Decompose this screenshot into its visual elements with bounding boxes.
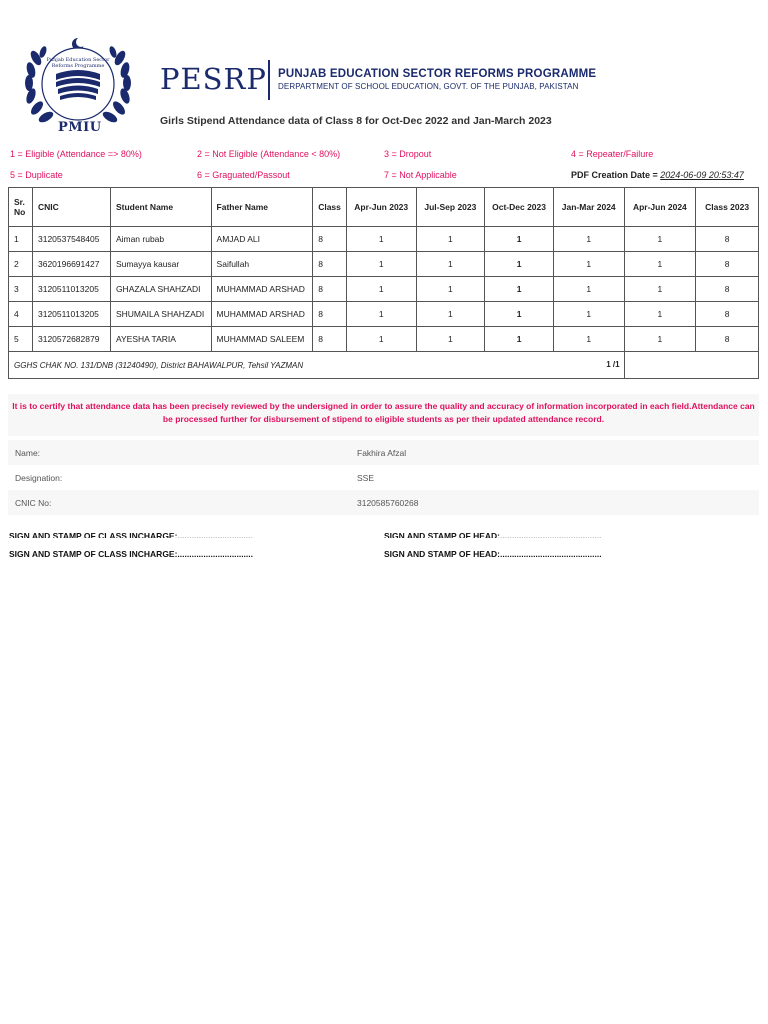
brand-full-name: PUNJAB EDUCATION SECTOR REFORMS PROGRAMME <box>278 68 597 80</box>
cell-apr-jun-2024: 1 <box>624 227 696 252</box>
cell-apr-jun-2024: 1 <box>624 252 696 277</box>
pmiu-acronym: PMIU <box>58 120 102 135</box>
cnic-label: CNIC No: <box>15 498 52 508</box>
cell-jul-sep-2023: 1 <box>416 252 485 277</box>
document-title: Girls Stipend Attendance data of Class 8 for Oct-Dec 2022 and Jan-March 2023 <box>160 115 552 127</box>
school-info <box>9 352 625 379</box>
designation-label: Designation: <box>15 473 63 483</box>
col-cnic: CNIC <box>32 188 110 227</box>
cell-oct-dec-2023: 1 <box>485 327 554 352</box>
col-class-2023: Class 2023 <box>696 188 759 227</box>
cell-student: Sumayya kausar <box>110 252 211 277</box>
cell-jan-mar-2024: 1 <box>553 227 624 252</box>
cell-jan-mar-2024: 1 <box>553 252 624 277</box>
school-name: GGHS CHAK NO. 131/DNB (31240490), District BAHAWALPUR, Tehsil YAZMAN <box>14 360 304 370</box>
legend-not-eligible: 2 = Not Eligible (Attendance < 80%) <box>197 149 341 159</box>
page-count: 1 /1 <box>606 360 620 369</box>
col-apr-jun-2024: Apr-Jun 2024 <box>624 188 696 227</box>
cell-class: 8 <box>313 277 347 302</box>
cell-apr-jun-2023: 1 <box>346 302 416 327</box>
info-cnic-row <box>8 490 759 515</box>
table-footer-row <box>9 352 759 379</box>
cell-sr: 5 <box>9 327 33 352</box>
cell-cnic: 3120572682879 <box>32 327 110 352</box>
cell-cnic: 3620196691427 <box>32 252 110 277</box>
cell-father: AMJAD ALI <box>211 227 313 252</box>
class-incharge-signature-ghost: SIGN AND STAMP OF CLASS INCHARGE:................................ <box>9 533 254 538</box>
table-row <box>9 302 759 327</box>
cell-student: AYESHA TARIA <box>110 327 211 352</box>
cell-sr: 1 <box>9 227 33 252</box>
cnic-value: 3120585760268 <box>357 498 419 508</box>
cell-jan-mar-2024: 1 <box>553 277 624 302</box>
brand-short: PESRP <box>160 62 267 96</box>
cell-student: SHUMAILA SHAHZADI <box>110 302 211 327</box>
certification-text: It is to certify that attendance data has been precisely reviewed by the undersigned in order to assure the quality and accuracy of information incorporated in each field.Attendance can be processed further for disbursement of stipend to eligible students as per their updated attendance record. <box>8 394 759 436</box>
footer-empty-cell <box>624 352 758 379</box>
cell-jul-sep-2023: 1 <box>416 277 485 302</box>
table-row <box>9 227 759 252</box>
table-header-row <box>9 188 759 227</box>
cell-oct-dec-2023: 1 <box>485 302 554 327</box>
class-incharge-signature: SIGN AND STAMP OF CLASS INCHARGE:................................ <box>9 549 254 559</box>
table-row <box>9 277 759 302</box>
cell-class-2023: 8 <box>696 252 759 277</box>
cell-sr: 3 <box>9 277 33 302</box>
col-jan-mar-2024: Jan-Mar 2024 <box>553 188 624 227</box>
cell-class-2023: 8 <box>696 227 759 252</box>
cell-class-2023: 8 <box>696 277 759 302</box>
designation-value: SSE <box>357 473 375 483</box>
cell-apr-jun-2024: 1 <box>624 327 696 352</box>
cell-cnic: 3120511013205 <box>32 302 110 327</box>
cell-apr-jun-2023: 1 <box>346 327 416 352</box>
legend-not-applicable: 7 = Not Applicable <box>384 170 457 180</box>
cell-oct-dec-2023: 1 <box>485 227 554 252</box>
legend-dropout: 3 = Dropout <box>384 149 432 159</box>
cell-sr: 2 <box>9 252 33 277</box>
col-father-name: Father Name <box>211 188 313 227</box>
legend-duplicate: 5 = Duplicate <box>10 170 63 180</box>
cell-class-2023: 8 <box>696 327 759 352</box>
info-name-row <box>8 440 759 465</box>
col-apr-jun-2023: Apr-Jun 2023 <box>346 188 416 227</box>
brand-department: DERPARTMENT OF SCHOOL EDUCATION, GOVT. OF THE PUNJAB, PAKISTAN <box>278 82 579 91</box>
cell-jan-mar-2024: 1 <box>553 327 624 352</box>
head-signature: SIGN AND STAMP OF HEAD:........................................... <box>384 549 602 559</box>
cell-jan-mar-2024: 1 <box>553 302 624 327</box>
col-oct-dec-2023: Oct-Dec 2023 <box>485 188 554 227</box>
cell-cnic: 3120537548405 <box>32 227 110 252</box>
cell-jul-sep-2023: 1 <box>416 327 485 352</box>
legend-graduated: 6 = Graguated/Passout <box>197 170 290 180</box>
legend-repeater: 4 = Repeater/Failure <box>571 149 654 159</box>
cell-class: 8 <box>313 302 347 327</box>
head-signature-ghost: SIGN AND STAMP OF HEAD:........................................... <box>384 533 602 538</box>
cell-apr-jun-2024: 1 <box>624 302 696 327</box>
cell-sr: 4 <box>9 302 33 327</box>
legend-eligible: 1 = Eligible (Attendance => 80%) <box>10 149 142 159</box>
cell-oct-dec-2023: 1 <box>485 277 554 302</box>
table-row <box>9 327 759 352</box>
name-label: Name: <box>15 448 41 458</box>
cell-apr-jun-2024: 1 <box>624 277 696 302</box>
cell-father: MUHAMMAD ARSHAD <box>211 277 313 302</box>
cell-father: Saifullah <box>211 252 313 277</box>
pdf-date-label: PDF Creation Date = <box>571 170 661 180</box>
cell-father: MUHAMMAD ARSHAD <box>211 302 313 327</box>
cell-student: GHAZALA SHAHZADI <box>110 277 211 302</box>
pdf-creation-date <box>571 170 744 180</box>
cell-student: Aiman rubab <box>110 227 211 252</box>
name-value: Fakhira Afzal <box>357 448 407 458</box>
svg-text:Reforms Programme: Reforms Programme <box>51 63 105 69</box>
attendance-table <box>8 187 759 379</box>
col-student-name: Student Name <box>110 188 211 227</box>
cell-class: 8 <box>313 252 347 277</box>
cell-father: MUHAMMAD SALEEM <box>211 327 313 352</box>
info-designation-row <box>8 465 759 490</box>
col-sr-no: Sr. No <box>9 188 33 227</box>
cell-cnic: 3120511013205 <box>32 277 110 302</box>
cell-class: 8 <box>313 227 347 252</box>
col-jul-sep-2023: Jul-Sep 2023 <box>416 188 485 227</box>
cell-jul-sep-2023: 1 <box>416 302 485 327</box>
cell-apr-jun-2023: 1 <box>346 277 416 302</box>
brand-divider <box>268 60 270 100</box>
cell-apr-jun-2023: 1 <box>346 227 416 252</box>
cell-class: 8 <box>313 327 347 352</box>
col-class: Class <box>313 188 347 227</box>
table-row <box>9 252 759 277</box>
cell-oct-dec-2023: 1 <box>485 252 554 277</box>
cell-class-2023: 8 <box>696 302 759 327</box>
cell-apr-jun-2023: 1 <box>346 252 416 277</box>
pdf-date-value: 2024-06-09 20:53:47 <box>660 170 744 180</box>
cell-jul-sep-2023: 1 <box>416 227 485 252</box>
svg-text:Punjab Education Sector: Punjab Education Sector <box>46 57 110 63</box>
